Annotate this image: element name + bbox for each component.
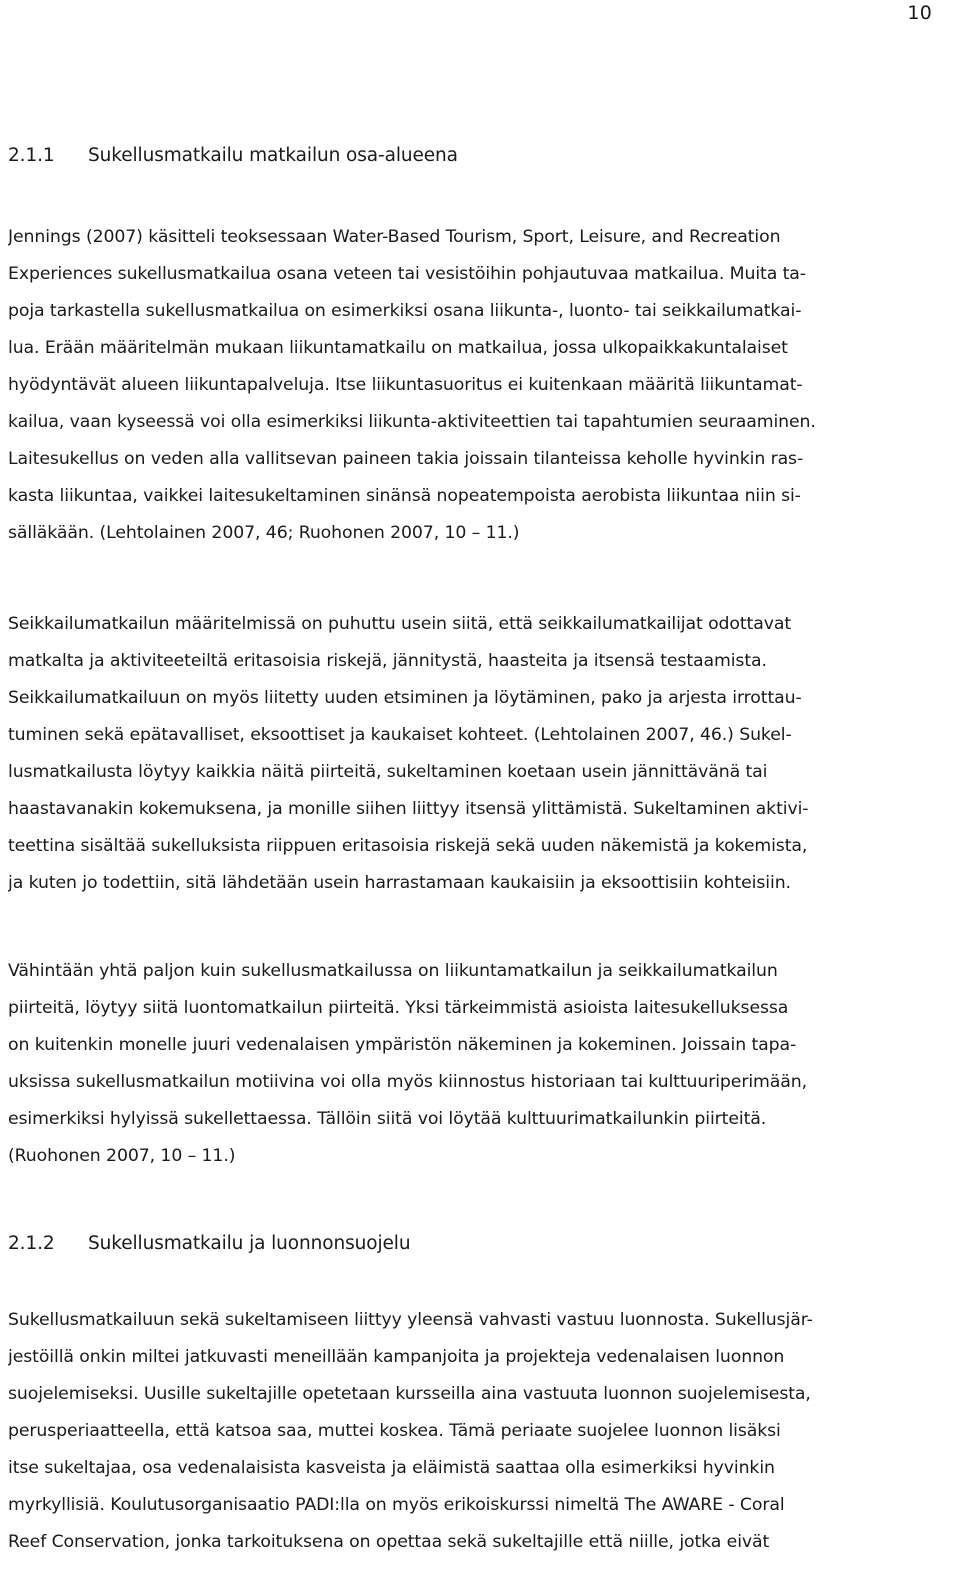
text-line: Seikkailumatkailun määritelmissä on puhuttu usein siitä, että seikkailumatkailijat odottavat bbox=[8, 614, 792, 634]
page-number: 10 bbox=[907, 2, 932, 24]
text-line: Seikkailumatkailuun on myös liitetty uuden etsiminen ja löytäminen, pako ja arjesta irrottau- bbox=[8, 688, 802, 708]
paragraph-2 bbox=[8, 606, 944, 902]
text-line: kailua, vaan kyseessä voi olla esimerkiksi liikunta-aktiviteettien tai tapahtumien seuraaminen. bbox=[8, 412, 816, 432]
text-line: Sukellusmatkailuun sekä sukeltamiseen liittyy yleensä vahvasti vastuu luonnosta. Sukellusjär- bbox=[8, 1310, 813, 1330]
text-line: suojelemiseksi. Uusille sukeltajille opetetaan kursseilla aina vastuuta luonnon suojelemisesta, bbox=[8, 1384, 811, 1404]
paragraph-3 bbox=[8, 953, 944, 1175]
section-number: 2.1.2 bbox=[8, 1233, 55, 1254]
text-line: Laitesukellus on veden alla vallitsevan paineen takia joissain tilanteissa keholle hyvinkin ras- bbox=[8, 449, 804, 469]
text-line: matkalta ja aktiviteeteiltä eritasoisia riskejä, jännitystä, haasteita ja itsensä testaamista. bbox=[8, 651, 767, 671]
text-line: teettina sisältää sukelluksista riippuen eritasoisia riskejä sekä uuden näkemistä ja kokemista, bbox=[8, 836, 808, 856]
text-line: esimerkiksi hylyissä sukellettaessa. Tällöin siitä voi löytää kulttuurimatkailunkin piirteitä. bbox=[8, 1109, 767, 1129]
text-line: jestöillä onkin miltei jatkuvasti meneillään kampanjoita ja projekteja vedenalaisen luonnon bbox=[8, 1347, 785, 1367]
text-line: perusperiaatteella, että katsoa saa, muttei koskea. Tämä periaate suojelee luonnon lisäksi bbox=[8, 1421, 781, 1441]
text-line: myrkyllisiä. Koulutusorganisaatio PADI:lla on myös erikoiskurssi nimeltä The AWARE - Coral bbox=[8, 1495, 785, 1515]
text-line: Experiences sukellusmatkailua osana veteen tai vesistöihin pohjautuvaa matkailua. Muita ta- bbox=[8, 264, 806, 284]
section-title: Sukellusmatkailu ja luonnonsuojelu bbox=[88, 1233, 411, 1254]
section-heading-2-1-1 bbox=[8, 145, 458, 166]
text-line: hyödyntävät alueen liikuntapalveluja. Itse liikuntasuoritus ei kuitenkaan määritä liikuntamat- bbox=[8, 375, 803, 395]
text-line: piirteitä, löytyy siitä luontomatkailun piirteitä. Yksi tärkeimmistä asioista laitesukelluksessa bbox=[8, 998, 789, 1018]
text-line: uksissa sukellusmatkailun motiivina voi olla myös kiinnostus historiaan tai kulttuuriperimään, bbox=[8, 1072, 807, 1092]
text-line: on kuitenkin monelle juuri vedenalaisen ympäristön näkeminen ja kokeminen. Joissain tapa- bbox=[8, 1035, 797, 1055]
text-line: (Ruohonen 2007, 10 – 11.) bbox=[8, 1146, 236, 1166]
text-line: kasta liikuntaa, vaikkei laitesukeltaminen sinänsä nopeatempoista aerobista liikuntaa niin si- bbox=[8, 486, 801, 506]
text-line: lusmatkailusta löytyy kaikkia näitä piirteitä, sukeltaminen koetaan usein jännittävänä tai bbox=[8, 762, 768, 782]
section-number: 2.1.1 bbox=[8, 145, 55, 166]
paragraph-1 bbox=[8, 219, 944, 552]
text-line: Vähintään yhtä paljon kuin sukellusmatkailussa on liikuntamatkailun ja seikkailumatkailun bbox=[8, 961, 778, 981]
text-line: Reef Conservation, jonka tarkoituksena on opettaa sekä sukeltajille että niille, jotka eivät bbox=[8, 1532, 770, 1552]
text-line: sälläkään. (Lehtolainen 2007, 46; Ruohonen 2007, 10 – 11.) bbox=[8, 523, 520, 543]
text-line: ja kuten jo todettiin, sitä lähdetään usein harrastamaan kaukaisiin ja eksoottisiin kohteisiin. bbox=[8, 873, 791, 893]
text-line: tuminen sekä epätavalliset, eksoottiset ja kaukaiset kohteet. (Lehtolainen 2007, 46.) Sukel- bbox=[8, 725, 792, 745]
section-heading-2-1-2 bbox=[8, 1233, 410, 1254]
text-line: Jennings (2007) käsitteli teoksessaan Water-Based Tourism, Sport, Leisure, and Recreation bbox=[8, 227, 781, 247]
paragraph-4 bbox=[8, 1302, 944, 1561]
text-line: haastavanakin kokemuksena, ja monille siihen liittyy itsensä ylittämistä. Sukeltaminen aktivi- bbox=[8, 799, 809, 819]
text-line: lua. Erään määritelmän mukaan liikuntamatkailu on matkailua, jossa ulkopaikkakuntalaiset bbox=[8, 338, 788, 358]
section-title: Sukellusmatkailu matkailun osa-alueena bbox=[88, 145, 458, 166]
text-line: poja tarkastella sukellusmatkailua on esimerkiksi osana liikunta-, luonto- tai seikkailumatkai- bbox=[8, 301, 802, 321]
text-line: itse sukeltajaa, osa vedenalaisista kasveista ja eläimistä saattaa olla esimerkiksi hyvinkin bbox=[8, 1458, 775, 1478]
